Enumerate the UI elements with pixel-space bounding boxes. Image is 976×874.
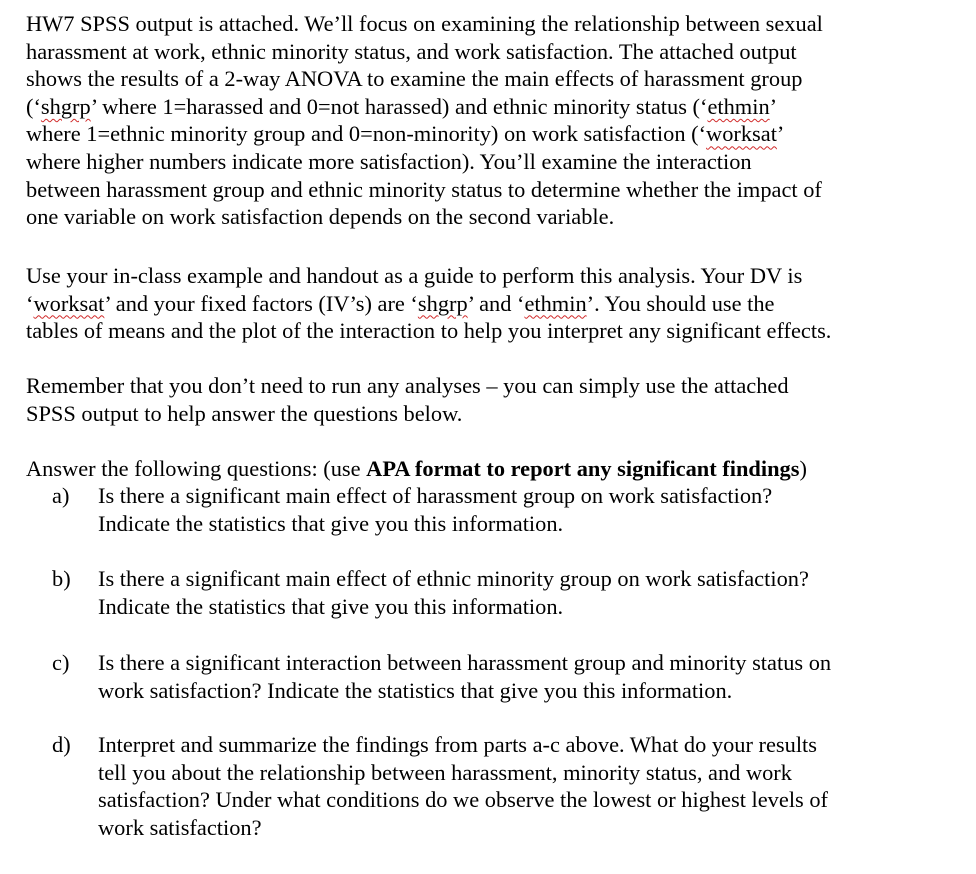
intro-paragraph: [26, 10, 823, 231]
question-line: satisfaction? Under what conditions do we observe the lowest or highest levels of: [98, 787, 829, 813]
answer-header-line: [26, 455, 807, 483]
question-letter: b): [52, 566, 71, 591]
text-fragment: where 1=ethnic minority group and 0=non-minority) on work satisfaction (‘: [26, 121, 707, 147]
text-fragment: ’ and ‘: [467, 290, 525, 316]
variable-ethmin: ethmin: [524, 290, 587, 316]
apa-emphasis: APA format to report any significant findings: [366, 456, 800, 481]
text-fragment: Answer the following questions: (use: [26, 456, 367, 481]
question-text: [98, 482, 772, 537]
intro-line: between harassment group and ethnic minority status to determine whether the impact of: [26, 176, 822, 202]
text-fragment: ’: [769, 93, 778, 119]
reminder-line: Remember that you don’t need to run any analyses – you can simply use the attached: [26, 373, 789, 398]
instructions-line: [26, 290, 831, 318]
text-fragment: ’ where 1=harassed and 0=not harassed) and ethnic minority status (‘: [90, 93, 708, 119]
question-line: Interpret and summarize the findings from parts a-c above. What do your results: [98, 732, 817, 757]
reminder-paragraph: [26, 372, 789, 427]
question-line: work satisfaction?: [98, 814, 262, 840]
text-fragment: ‘: [26, 290, 34, 316]
reminder-line: SPSS output to help answer the questions below.: [26, 400, 463, 426]
question-letter: a): [52, 483, 70, 508]
variable-shgrp: shgrp: [40, 93, 91, 119]
answer-header: [26, 455, 807, 483]
text-fragment: (‘: [26, 93, 41, 119]
variable-worksat: worksat: [33, 290, 105, 316]
text-fragment: ): [799, 456, 807, 481]
variable-ethmin: ethmin: [707, 93, 770, 119]
intro-line: where higher numbers indicate more satisfaction). You’ll examine the interaction: [26, 148, 752, 174]
question-line: Is there a significant interaction between harassment group and minority status on: [98, 650, 832, 675]
question-line: Indicate the statistics that give you this information.: [98, 593, 564, 619]
question-letter: c): [52, 650, 70, 675]
question-text: [98, 565, 809, 620]
question-line: Is there a significant main effect of harassment group on work satisfaction?: [98, 483, 773, 508]
question-line: tell you about the relationship between harassment, minority status, and work: [98, 759, 792, 785]
question-line: work satisfaction? Indicate the statistics that give you this information.: [98, 677, 733, 703]
intro-line: one variable on work satisfaction depends on the second variable.: [26, 204, 615, 230]
text-fragment: ’ and your fixed factors (IV’s) are ‘: [104, 290, 418, 316]
question-letter: d): [52, 732, 71, 757]
variable-shgrp: shgrp: [417, 290, 468, 316]
variable-worksat: worksat: [706, 121, 777, 147]
text-fragment: ’. You should use the: [586, 290, 775, 316]
intro-line: shows the results of a 2-way ANOVA to examine the main effects of harassment group: [26, 66, 803, 92]
question-line: Indicate the statistics that give you this information.: [98, 510, 564, 536]
instructions-line: tables of means and the plot of the interaction to help you interpret any significant effects.: [26, 318, 832, 344]
intro-line: harassment at work, ethnic minority status, and work satisfaction. The attached output: [26, 38, 797, 64]
instructions-line: Use your in-class example and handout as a guide to perform this analysis. Your DV is: [26, 263, 803, 288]
question-line: Is there a significant main effect of ethnic minority group on work satisfaction?: [98, 566, 809, 591]
instructions-paragraph: [26, 262, 831, 345]
intro-line: HW7 SPSS output is attached. We’ll focus on examining the relationship between sexual: [26, 11, 823, 36]
intro-line: [26, 120, 823, 148]
intro-line: [26, 93, 823, 121]
text-fragment: ’: [776, 121, 785, 147]
question-text: [98, 649, 831, 704]
question-text: [98, 731, 828, 841]
